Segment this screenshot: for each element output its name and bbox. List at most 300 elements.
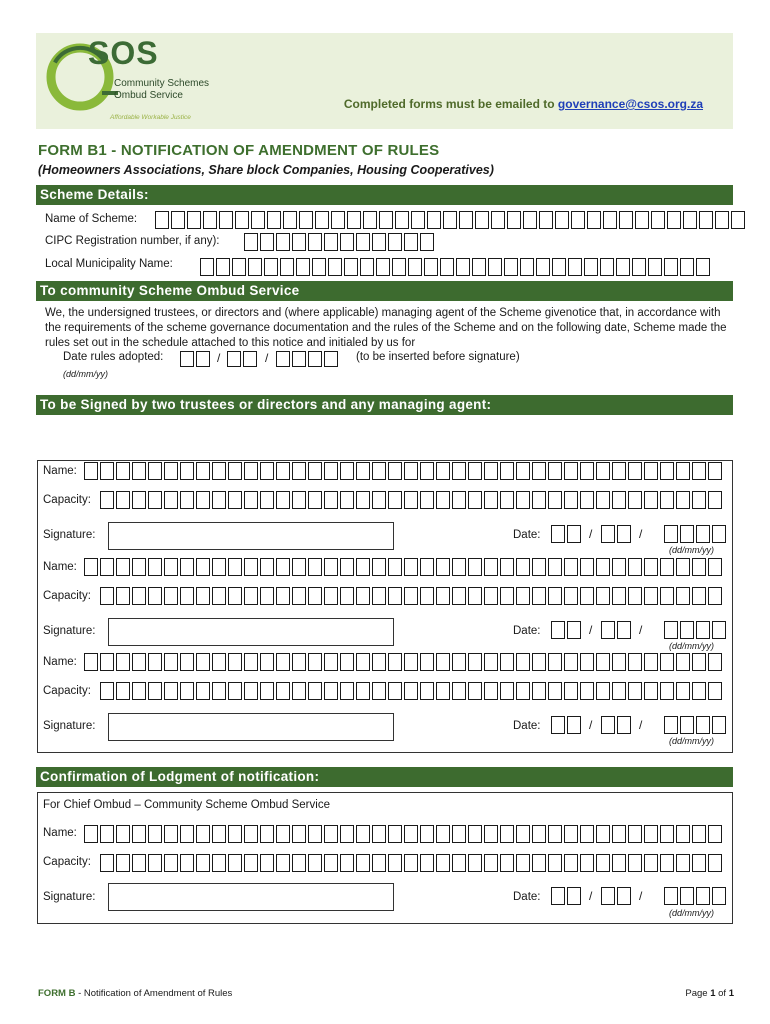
char-box[interactable] <box>356 491 370 509</box>
char-box[interactable] <box>468 854 482 872</box>
char-box[interactable] <box>484 462 498 480</box>
char-box[interactable] <box>196 825 210 843</box>
char-box[interactable] <box>696 716 710 734</box>
char-box[interactable] <box>715 211 729 229</box>
char-box[interactable] <box>388 462 402 480</box>
char-box[interactable] <box>484 854 498 872</box>
char-box[interactable] <box>308 587 322 605</box>
char-box[interactable] <box>276 491 290 509</box>
char-box[interactable] <box>616 258 630 276</box>
char-box[interactable] <box>360 258 374 276</box>
char-box[interactable] <box>708 854 722 872</box>
signatory-2-name-field[interactable] <box>84 558 724 576</box>
char-box[interactable] <box>692 587 706 605</box>
char-box[interactable] <box>603 211 617 229</box>
char-box[interactable] <box>280 258 294 276</box>
char-box[interactable] <box>420 462 434 480</box>
char-box[interactable] <box>244 587 258 605</box>
char-box[interactable] <box>196 462 210 480</box>
char-box[interactable] <box>132 558 146 576</box>
char-box[interactable] <box>617 621 631 639</box>
char-box[interactable] <box>452 653 466 671</box>
signatory-3-name-field[interactable] <box>84 653 724 671</box>
scheme-name-field[interactable] <box>155 211 747 229</box>
char-box[interactable] <box>500 653 514 671</box>
char-box[interactable] <box>500 558 514 576</box>
char-box[interactable] <box>660 587 674 605</box>
char-box[interactable] <box>276 462 290 480</box>
char-box[interactable] <box>372 825 386 843</box>
char-box[interactable] <box>356 462 370 480</box>
confirm-signature-field[interactable] <box>108 883 394 911</box>
char-box[interactable] <box>347 211 361 229</box>
char-box[interactable] <box>427 211 441 229</box>
char-box[interactable] <box>324 462 338 480</box>
char-box[interactable] <box>436 462 450 480</box>
char-box[interactable] <box>436 854 450 872</box>
char-box[interactable] <box>324 854 338 872</box>
char-box[interactable] <box>468 462 482 480</box>
char-box[interactable] <box>276 825 290 843</box>
char-box[interactable] <box>344 258 358 276</box>
char-box[interactable] <box>132 854 146 872</box>
char-box[interactable] <box>228 491 242 509</box>
char-box[interactable] <box>644 587 658 605</box>
char-box[interactable] <box>523 211 537 229</box>
signatory-2-date-day[interactable] <box>551 621 583 639</box>
char-box[interactable] <box>148 825 162 843</box>
char-box[interactable] <box>708 558 722 576</box>
char-box[interactable] <box>567 716 581 734</box>
signatory-3-date-month[interactable] <box>601 716 633 734</box>
char-box[interactable] <box>612 682 626 700</box>
char-box[interactable] <box>567 525 581 543</box>
char-box[interactable] <box>484 587 498 605</box>
char-box[interactable] <box>324 825 338 843</box>
confirm-name-field[interactable] <box>84 825 724 843</box>
signatory-3-signature-field[interactable] <box>108 713 394 741</box>
char-box[interactable] <box>260 558 274 576</box>
char-box[interactable] <box>260 462 274 480</box>
char-box[interactable] <box>308 854 322 872</box>
char-box[interactable] <box>388 825 402 843</box>
char-box[interactable] <box>420 558 434 576</box>
char-box[interactable] <box>116 587 130 605</box>
char-box[interactable] <box>628 491 642 509</box>
char-box[interactable] <box>644 558 658 576</box>
signatory-1-date-day[interactable] <box>551 525 583 543</box>
char-box[interactable] <box>292 854 306 872</box>
char-box[interactable] <box>660 491 674 509</box>
char-box[interactable] <box>567 621 581 639</box>
date-adopted-day[interactable] <box>180 351 212 369</box>
char-box[interactable] <box>324 682 338 700</box>
char-box[interactable] <box>116 462 130 480</box>
char-box[interactable] <box>612 462 626 480</box>
char-box[interactable] <box>164 558 178 576</box>
char-box[interactable] <box>551 887 565 905</box>
char-box[interactable] <box>228 854 242 872</box>
char-box[interactable] <box>708 653 722 671</box>
char-box[interactable] <box>548 854 562 872</box>
char-box[interactable] <box>132 682 146 700</box>
char-box[interactable] <box>601 525 615 543</box>
char-box[interactable] <box>648 258 662 276</box>
char-box[interactable] <box>601 716 615 734</box>
signatory-2-date-month[interactable] <box>601 621 633 639</box>
char-box[interactable] <box>484 558 498 576</box>
char-box[interactable] <box>500 682 514 700</box>
char-box[interactable] <box>219 211 233 229</box>
char-box[interactable] <box>340 491 354 509</box>
signatory-3-date-day[interactable] <box>551 716 583 734</box>
char-box[interactable] <box>228 462 242 480</box>
char-box[interactable] <box>388 854 402 872</box>
char-box[interactable] <box>132 462 146 480</box>
char-box[interactable] <box>580 587 594 605</box>
char-box[interactable] <box>644 462 658 480</box>
char-box[interactable] <box>260 233 274 251</box>
char-box[interactable] <box>731 211 745 229</box>
char-box[interactable] <box>148 587 162 605</box>
char-box[interactable] <box>488 258 502 276</box>
char-box[interactable] <box>244 825 258 843</box>
char-box[interactable] <box>164 682 178 700</box>
char-box[interactable] <box>203 211 217 229</box>
char-box[interactable] <box>372 233 386 251</box>
char-box[interactable] <box>600 258 614 276</box>
char-box[interactable] <box>612 825 626 843</box>
char-box[interactable] <box>628 682 642 700</box>
char-box[interactable] <box>264 258 278 276</box>
char-box[interactable] <box>712 716 726 734</box>
signatory-1-date-year[interactable] <box>664 525 728 543</box>
char-box[interactable] <box>164 462 178 480</box>
char-box[interactable] <box>244 558 258 576</box>
char-box[interactable] <box>180 587 194 605</box>
char-box[interactable] <box>116 682 130 700</box>
char-box[interactable] <box>411 211 425 229</box>
char-box[interactable] <box>484 491 498 509</box>
char-box[interactable] <box>628 854 642 872</box>
char-box[interactable] <box>532 491 546 509</box>
char-box[interactable] <box>404 462 418 480</box>
char-box[interactable] <box>155 211 169 229</box>
char-box[interactable] <box>404 491 418 509</box>
char-box[interactable] <box>632 258 646 276</box>
char-box[interactable] <box>100 462 114 480</box>
char-box[interactable] <box>212 854 226 872</box>
char-box[interactable] <box>619 211 633 229</box>
char-box[interactable] <box>680 258 694 276</box>
signatory-2-capacity-field[interactable] <box>100 587 724 605</box>
char-box[interactable] <box>612 558 626 576</box>
char-box[interactable] <box>356 558 370 576</box>
char-box[interactable] <box>635 211 649 229</box>
char-box[interactable] <box>212 682 226 700</box>
char-box[interactable] <box>324 491 338 509</box>
char-box[interactable] <box>596 462 610 480</box>
char-box[interactable] <box>680 887 694 905</box>
char-box[interactable] <box>340 462 354 480</box>
char-box[interactable] <box>696 258 710 276</box>
char-box[interactable] <box>708 462 722 480</box>
char-box[interactable] <box>712 525 726 543</box>
char-box[interactable] <box>644 682 658 700</box>
char-box[interactable] <box>420 233 434 251</box>
char-box[interactable] <box>232 258 246 276</box>
char-box[interactable] <box>628 558 642 576</box>
char-box[interactable] <box>212 587 226 605</box>
char-box[interactable] <box>468 587 482 605</box>
char-box[interactable] <box>580 854 594 872</box>
char-box[interactable] <box>116 825 130 843</box>
char-box[interactable] <box>312 258 326 276</box>
char-box[interactable] <box>260 653 274 671</box>
char-box[interactable] <box>696 887 710 905</box>
char-box[interactable] <box>292 462 306 480</box>
char-box[interactable] <box>260 682 274 700</box>
confirm-date-month[interactable] <box>601 887 633 905</box>
char-box[interactable] <box>667 211 681 229</box>
char-box[interactable] <box>536 258 550 276</box>
char-box[interactable] <box>251 211 265 229</box>
char-box[interactable] <box>584 258 598 276</box>
char-box[interactable] <box>180 854 194 872</box>
char-box[interactable] <box>308 558 322 576</box>
signatory-3-date-year[interactable] <box>664 716 728 734</box>
char-box[interactable] <box>212 653 226 671</box>
char-box[interactable] <box>692 558 706 576</box>
char-box[interactable] <box>664 887 678 905</box>
char-box[interactable] <box>472 258 486 276</box>
char-box[interactable] <box>196 854 210 872</box>
char-box[interactable] <box>564 825 578 843</box>
char-box[interactable] <box>404 825 418 843</box>
char-box[interactable] <box>308 825 322 843</box>
char-box[interactable] <box>388 587 402 605</box>
signatory-1-date-month[interactable] <box>601 525 633 543</box>
char-box[interactable] <box>388 682 402 700</box>
char-box[interactable] <box>580 558 594 576</box>
char-box[interactable] <box>200 258 214 276</box>
char-box[interactable] <box>408 258 422 276</box>
char-box[interactable] <box>340 587 354 605</box>
char-box[interactable] <box>500 587 514 605</box>
char-box[interactable] <box>468 682 482 700</box>
char-box[interactable] <box>292 558 306 576</box>
char-box[interactable] <box>676 682 690 700</box>
char-box[interactable] <box>180 825 194 843</box>
char-box[interactable] <box>660 462 674 480</box>
char-box[interactable] <box>564 587 578 605</box>
char-box[interactable] <box>612 653 626 671</box>
char-box[interactable] <box>601 887 615 905</box>
char-box[interactable] <box>564 854 578 872</box>
char-box[interactable] <box>696 621 710 639</box>
char-box[interactable] <box>260 854 274 872</box>
char-box[interactable] <box>456 258 470 276</box>
char-box[interactable] <box>196 558 210 576</box>
char-box[interactable] <box>244 682 258 700</box>
char-box[interactable] <box>404 682 418 700</box>
char-box[interactable] <box>683 211 697 229</box>
char-box[interactable] <box>148 491 162 509</box>
char-box[interactable] <box>644 653 658 671</box>
char-box[interactable] <box>260 825 274 843</box>
char-box[interactable] <box>244 653 258 671</box>
char-box[interactable] <box>628 462 642 480</box>
char-box[interactable] <box>596 682 610 700</box>
char-box[interactable] <box>196 587 210 605</box>
char-box[interactable] <box>532 825 546 843</box>
char-box[interactable] <box>116 491 130 509</box>
char-box[interactable] <box>276 653 290 671</box>
char-box[interactable] <box>228 587 242 605</box>
signatory-1-signature-field[interactable] <box>108 522 394 550</box>
char-box[interactable] <box>292 491 306 509</box>
char-box[interactable] <box>392 258 406 276</box>
char-box[interactable] <box>712 887 726 905</box>
char-box[interactable] <box>243 351 257 367</box>
char-box[interactable] <box>500 491 514 509</box>
char-box[interactable] <box>452 587 466 605</box>
char-box[interactable] <box>548 682 562 700</box>
char-box[interactable] <box>180 351 194 367</box>
char-box[interactable] <box>484 653 498 671</box>
char-box[interactable] <box>644 491 658 509</box>
char-box[interactable] <box>664 716 678 734</box>
char-box[interactable] <box>100 854 114 872</box>
char-box[interactable] <box>228 653 242 671</box>
char-box[interactable] <box>468 825 482 843</box>
char-box[interactable] <box>452 825 466 843</box>
char-box[interactable] <box>296 258 310 276</box>
char-box[interactable] <box>708 587 722 605</box>
char-box[interactable] <box>516 462 530 480</box>
char-box[interactable] <box>500 854 514 872</box>
char-box[interactable] <box>388 558 402 576</box>
char-box[interactable] <box>708 491 722 509</box>
char-box[interactable] <box>587 211 601 229</box>
char-box[interactable] <box>692 462 706 480</box>
char-box[interactable] <box>459 211 473 229</box>
char-box[interactable] <box>164 825 178 843</box>
char-box[interactable] <box>404 653 418 671</box>
cipc-field[interactable] <box>244 233 436 251</box>
char-box[interactable] <box>340 854 354 872</box>
char-box[interactable] <box>500 462 514 480</box>
char-box[interactable] <box>664 621 678 639</box>
char-box[interactable] <box>116 653 130 671</box>
char-box[interactable] <box>420 653 434 671</box>
char-box[interactable] <box>564 558 578 576</box>
char-box[interactable] <box>404 854 418 872</box>
char-box[interactable] <box>331 211 345 229</box>
char-box[interactable] <box>372 854 386 872</box>
char-box[interactable] <box>340 653 354 671</box>
char-box[interactable] <box>180 462 194 480</box>
char-box[interactable] <box>276 351 290 367</box>
char-box[interactable] <box>84 462 98 480</box>
char-box[interactable] <box>692 854 706 872</box>
char-box[interactable] <box>420 587 434 605</box>
char-box[interactable] <box>308 462 322 480</box>
char-box[interactable] <box>660 854 674 872</box>
char-box[interactable] <box>212 558 226 576</box>
signatory-3-capacity-field[interactable] <box>100 682 724 700</box>
char-box[interactable] <box>596 854 610 872</box>
char-box[interactable] <box>532 682 546 700</box>
char-box[interactable] <box>580 682 594 700</box>
char-box[interactable] <box>267 211 281 229</box>
char-box[interactable] <box>132 825 146 843</box>
char-box[interactable] <box>420 491 434 509</box>
char-box[interactable] <box>379 211 393 229</box>
char-box[interactable] <box>148 558 162 576</box>
char-box[interactable] <box>676 491 690 509</box>
char-box[interactable] <box>532 854 546 872</box>
char-box[interactable] <box>244 854 258 872</box>
char-box[interactable] <box>372 462 386 480</box>
char-box[interactable] <box>196 682 210 700</box>
char-box[interactable] <box>356 854 370 872</box>
char-box[interactable] <box>212 491 226 509</box>
char-box[interactable] <box>340 682 354 700</box>
char-box[interactable] <box>148 462 162 480</box>
char-box[interactable] <box>564 462 578 480</box>
char-box[interactable] <box>596 825 610 843</box>
char-box[interactable] <box>164 587 178 605</box>
char-box[interactable] <box>340 233 354 251</box>
char-box[interactable] <box>260 491 274 509</box>
char-box[interactable] <box>84 825 98 843</box>
char-box[interactable] <box>100 491 114 509</box>
char-box[interactable] <box>516 558 530 576</box>
char-box[interactable] <box>539 211 553 229</box>
char-box[interactable] <box>436 558 450 576</box>
confirm-capacity-field[interactable] <box>100 854 724 872</box>
char-box[interactable] <box>596 653 610 671</box>
char-box[interactable] <box>468 653 482 671</box>
char-box[interactable] <box>660 682 674 700</box>
char-box[interactable] <box>308 233 322 251</box>
char-box[interactable] <box>292 653 306 671</box>
char-box[interactable] <box>664 525 678 543</box>
char-box[interactable] <box>132 491 146 509</box>
char-box[interactable] <box>328 258 342 276</box>
char-box[interactable] <box>500 825 514 843</box>
char-box[interactable] <box>532 653 546 671</box>
char-box[interactable] <box>596 587 610 605</box>
char-box[interactable] <box>612 491 626 509</box>
char-box[interactable] <box>452 854 466 872</box>
char-box[interactable] <box>452 682 466 700</box>
char-box[interactable] <box>84 558 98 576</box>
char-box[interactable] <box>532 587 546 605</box>
char-box[interactable] <box>596 491 610 509</box>
char-box[interactable] <box>308 351 322 367</box>
char-box[interactable] <box>212 825 226 843</box>
char-box[interactable] <box>680 525 694 543</box>
char-box[interactable] <box>356 233 370 251</box>
char-box[interactable] <box>564 653 578 671</box>
char-box[interactable] <box>436 682 450 700</box>
char-box[interactable] <box>564 491 578 509</box>
char-box[interactable] <box>504 258 518 276</box>
char-box[interactable] <box>292 825 306 843</box>
char-box[interactable] <box>651 211 665 229</box>
